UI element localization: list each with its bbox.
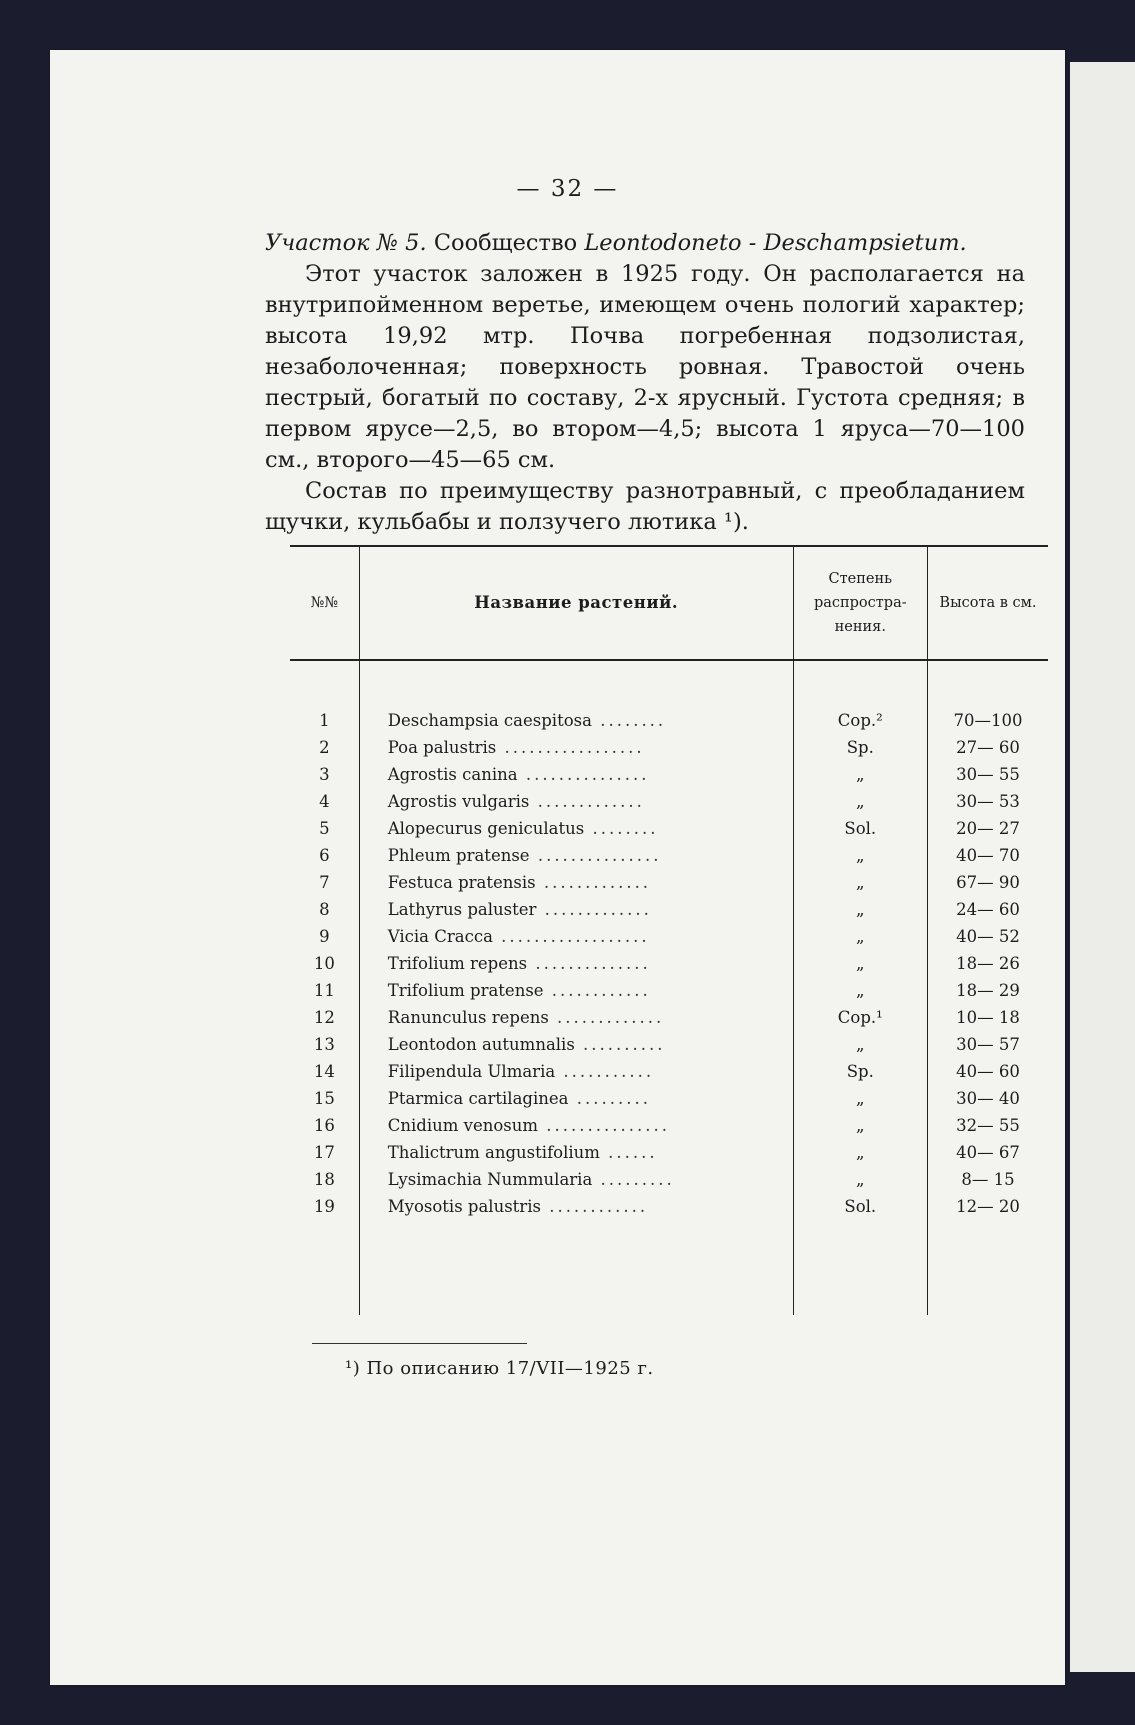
row-height: 30— 40	[927, 1085, 1048, 1112]
dot-leader: .............	[535, 873, 652, 892]
dot-leader: ......	[599, 1143, 658, 1162]
table-row	[290, 707, 1048, 734]
row-name-cell	[359, 788, 793, 815]
row-height: 8— 15	[927, 1166, 1048, 1193]
row-height: 30— 55	[927, 761, 1048, 788]
community-prefix: Сообщество	[433, 230, 578, 256]
row-num: 9	[319, 927, 330, 946]
row-height: 18— 26	[927, 950, 1048, 977]
row-num: 2	[319, 738, 330, 757]
table-row	[290, 1004, 1048, 1031]
adjacent-page-edge	[1070, 62, 1135, 1672]
row-name: Agrostis vulgaris	[387, 792, 530, 811]
dot-leader: ...........	[555, 1062, 655, 1081]
row-num: 15	[313, 1089, 335, 1108]
table-row	[290, 815, 1048, 842]
table-row	[290, 1085, 1048, 1112]
row-height: 40— 60	[927, 1058, 1048, 1085]
dot-leader: .............	[529, 792, 645, 811]
dot-leader: ............	[540, 1197, 649, 1216]
row-height: 12— 20	[927, 1193, 1048, 1220]
row-name-cell	[359, 1193, 793, 1220]
row-num: 10	[313, 954, 335, 973]
row-degree: „	[793, 977, 927, 1004]
row-name: Alopecurus geniculatus	[387, 819, 585, 838]
row-num: 16	[313, 1116, 335, 1135]
row-name-cell	[359, 707, 793, 734]
row-name-cell	[359, 923, 793, 950]
row-degree: „	[793, 896, 927, 923]
row-name: Trifolium repens	[387, 954, 528, 973]
table-row	[290, 842, 1048, 869]
row-degree: Cop.¹	[793, 1004, 927, 1031]
row-name-cell	[359, 950, 793, 977]
header-degree: Степень распростра- нения.	[793, 546, 927, 660]
row-num: 4	[319, 792, 330, 811]
row-height: 20— 27	[927, 815, 1048, 842]
paragraph-description: Этот участок заложен в 1925 году. Он располагается на внутрипойменном веретье, имеющем очень пологий характер; высота 19,92 мтр. Почва погребенная подзолистая, незаболоченная; поверхность ровная. Травостой очень пестрый, богатый по составу, 2-х ярусный. Густота средняя; в первом ярусе—2,5, во втором—4,5; высота 1 яруса—70—100 см., второго—45—65 см.	[265, 261, 1025, 473]
header-height: Высота в см.	[927, 546, 1048, 660]
row-name: Lysimachia Nummularia	[387, 1170, 593, 1189]
row-num: 17	[313, 1143, 335, 1162]
row-degree: „	[793, 1166, 927, 1193]
table-row	[290, 1166, 1048, 1193]
paragraph-composition: Состав по преимуществу разнотравный, с преобладанием щучки, кульбабы и ползучего лютика ¹).	[265, 478, 1025, 535]
row-name: Lathyrus paluster	[387, 900, 537, 919]
plants-table-wrap	[290, 545, 1048, 1315]
dot-leader: .........	[592, 1170, 675, 1189]
table-row	[290, 896, 1048, 923]
row-height: 40— 52	[927, 923, 1048, 950]
row-name: Phleum pratense	[387, 846, 530, 865]
row-name: Deschampsia caespitosa	[387, 711, 592, 730]
row-name-cell	[359, 1139, 793, 1166]
row-num: 19	[313, 1197, 335, 1216]
row-name-cell	[359, 896, 793, 923]
row-num: 14	[313, 1062, 335, 1081]
table-row	[290, 788, 1048, 815]
row-name-cell	[359, 734, 793, 761]
row-num: 12	[313, 1008, 335, 1027]
row-degree: „	[793, 788, 927, 815]
dot-leader: ............	[543, 981, 651, 1000]
row-num: 3	[319, 765, 330, 784]
table-row	[290, 950, 1048, 977]
row-num: 11	[313, 981, 335, 1000]
row-name: Leontodon autumnalis	[387, 1035, 575, 1054]
row-degree: „	[793, 842, 927, 869]
dot-leader: ..............	[527, 954, 651, 973]
table-row	[290, 1058, 1048, 1085]
table-filler-row	[290, 1220, 1048, 1315]
row-name-cell	[359, 842, 793, 869]
row-name: Poa palustris	[387, 738, 497, 757]
row-degree: Sp.	[793, 734, 927, 761]
row-height: 18— 29	[927, 977, 1048, 1004]
row-num: 8	[319, 900, 330, 919]
table-spacer-row	[290, 660, 1048, 707]
row-degree: Cop.²	[793, 707, 927, 734]
row-degree: „	[793, 869, 927, 896]
row-height: 10— 18	[927, 1004, 1048, 1031]
table-header-row	[290, 546, 1048, 660]
dot-leader: ...............	[538, 1116, 670, 1135]
row-num: 6	[319, 846, 330, 865]
dot-leader: ...............	[529, 846, 662, 865]
header-num: №№	[290, 546, 359, 660]
header-name: Название растений.	[359, 546, 793, 660]
row-name-cell	[359, 1166, 793, 1193]
row-degree: „	[793, 1085, 927, 1112]
row-height: 24— 60	[927, 896, 1048, 923]
row-degree: „	[793, 923, 927, 950]
row-name: Ranunculus repens	[387, 1008, 549, 1027]
table-row	[290, 1193, 1048, 1220]
dot-leader: ..................	[492, 927, 650, 946]
row-name: Trifolium pratense	[387, 981, 544, 1000]
row-height: 32— 55	[927, 1112, 1048, 1139]
row-name: Filipendula Ulmaria	[387, 1062, 556, 1081]
row-degree: Sol.	[793, 1193, 927, 1220]
section-heading	[265, 228, 1025, 259]
row-degree: Sp.	[793, 1058, 927, 1085]
dot-leader: .............	[536, 900, 652, 919]
dot-leader: .................	[496, 738, 645, 757]
row-degree: „	[793, 1031, 927, 1058]
table-row	[290, 1139, 1048, 1166]
dot-leader: ...............	[517, 765, 650, 784]
row-name-cell	[359, 977, 793, 1004]
dot-leader: .........	[568, 1089, 651, 1108]
row-height: 30— 57	[927, 1031, 1048, 1058]
row-height: 27— 60	[927, 734, 1048, 761]
row-num: 13	[313, 1035, 335, 1054]
row-degree: „	[793, 950, 927, 977]
table-row	[290, 869, 1048, 896]
row-name-cell	[359, 869, 793, 896]
row-name-cell	[359, 1004, 793, 1031]
table-row	[290, 923, 1048, 950]
row-height: 40— 67	[927, 1139, 1048, 1166]
text-block	[265, 228, 1025, 538]
row-name: Vicia Cracca	[387, 927, 493, 946]
row-name-cell	[359, 761, 793, 788]
row-name: Agrostis canina	[387, 765, 518, 784]
dot-leader: .............	[548, 1008, 665, 1027]
footnote-divider	[312, 1343, 527, 1344]
row-name-cell	[359, 1112, 793, 1139]
table-row	[290, 734, 1048, 761]
row-num: 18	[313, 1170, 335, 1189]
row-name: Cnidium venosum	[387, 1116, 539, 1135]
row-num: 1	[319, 711, 330, 730]
row-height: 70—100	[927, 707, 1048, 734]
row-height: 40— 70	[927, 842, 1048, 869]
row-name-cell	[359, 1058, 793, 1085]
row-name: Thalictrum angustifolium	[387, 1143, 600, 1162]
row-height: 30— 53	[927, 788, 1048, 815]
row-name: Festuca pratensis	[387, 873, 536, 892]
row-height: 67— 90	[927, 869, 1048, 896]
footnote: ¹) По описанию 17/VII—1925 г.	[345, 1358, 654, 1379]
table-row	[290, 761, 1048, 788]
row-num: 5	[319, 819, 330, 838]
row-degree: Sol.	[793, 815, 927, 842]
community-name: Leontodoneto - Deschampsietum.	[584, 230, 967, 256]
row-name-cell	[359, 1031, 793, 1058]
table-row	[290, 1112, 1048, 1139]
row-degree: „	[793, 1139, 927, 1166]
table-row	[290, 977, 1048, 1004]
row-name-cell	[359, 1085, 793, 1112]
table-row	[290, 1031, 1048, 1058]
row-degree: „	[793, 761, 927, 788]
row-degree: „	[793, 1112, 927, 1139]
dot-leader: ........	[591, 711, 667, 730]
plants-table	[290, 545, 1048, 1315]
page-number: — 32 —	[516, 176, 619, 202]
plot-label: Участок № 5.	[265, 230, 427, 256]
row-name-cell	[359, 815, 793, 842]
row-num: 7	[319, 873, 330, 892]
dot-leader: ..........	[574, 1035, 666, 1054]
row-name: Myosotis palustris	[387, 1197, 541, 1216]
row-name: Ptarmica cartilaginea	[387, 1089, 569, 1108]
table-body	[290, 660, 1048, 1315]
dot-leader: ........	[584, 819, 659, 838]
